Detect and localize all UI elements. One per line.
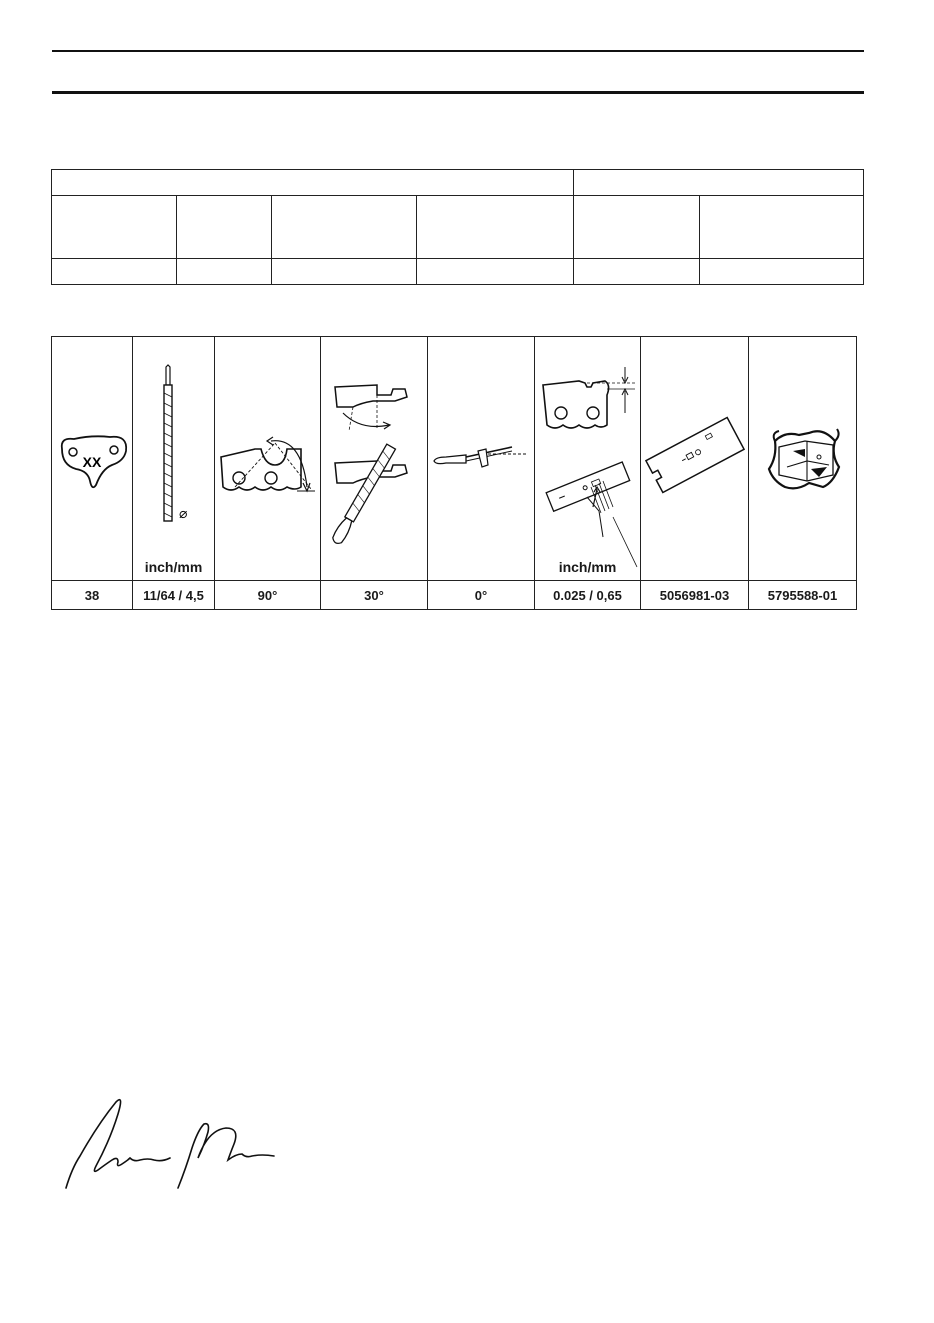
depth-gauge-value: 0.025 / 0,65	[535, 581, 641, 610]
sharpening-table	[51, 336, 857, 610]
illustration-cell	[641, 337, 749, 581]
tilt-angle-icon	[428, 337, 535, 580]
spec-cell	[417, 196, 574, 259]
spec-cell	[574, 259, 700, 285]
illustration-cell	[321, 337, 428, 581]
tilt-angle-value: 0°	[428, 581, 535, 610]
illustration-cell	[428, 337, 535, 581]
cutter-mark-text: XX	[82, 454, 102, 470]
file-diameter-unit: inch/mm	[144, 559, 203, 575]
spec-cell	[177, 196, 272, 259]
header-rule-top	[52, 50, 864, 52]
filing-angle-value: 30°	[321, 581, 428, 610]
illustration-cell	[749, 337, 857, 581]
spec-cell	[417, 259, 574, 285]
illustration-cell	[133, 337, 215, 581]
file-diameter-value: 11/64 / 4,5	[133, 581, 215, 610]
depth-gauge-tool-part-number: 5056981-03	[641, 581, 749, 610]
spec-cell	[700, 196, 864, 259]
spec-cell	[700, 259, 864, 285]
cutter-marking-value: 38	[52, 581, 133, 610]
depth-gauge-unit: inch/mm	[558, 559, 617, 575]
spec-table	[51, 169, 864, 285]
depth-gauge-tool-icon	[641, 337, 749, 580]
spec-cell	[574, 196, 700, 259]
header-rule-bottom	[52, 91, 864, 94]
filing-angle-icon	[321, 337, 428, 580]
cutter-xx-marking-icon	[52, 337, 133, 580]
handwritten-signature	[58, 1088, 288, 1198]
depth-gauge-icon	[535, 337, 641, 580]
diameter-symbol: ⌀	[179, 506, 188, 522]
illustration-cell	[215, 337, 321, 581]
spec-cell	[177, 259, 272, 285]
illustration-cell	[535, 337, 641, 581]
round-file-icon	[133, 337, 215, 580]
spec-cell	[272, 259, 417, 285]
spec-header-right	[574, 170, 864, 196]
spec-cell	[52, 196, 177, 259]
file-holder-angle-icon	[215, 337, 321, 580]
spec-cell	[52, 259, 177, 285]
illustration-cell	[52, 337, 133, 581]
holder-angle-value: 90°	[215, 581, 321, 610]
file-gauge-icon	[749, 337, 857, 580]
file-gauge-part-number: 5795588-01	[749, 581, 857, 610]
spec-cell	[272, 196, 417, 259]
spec-header-left	[52, 170, 574, 196]
